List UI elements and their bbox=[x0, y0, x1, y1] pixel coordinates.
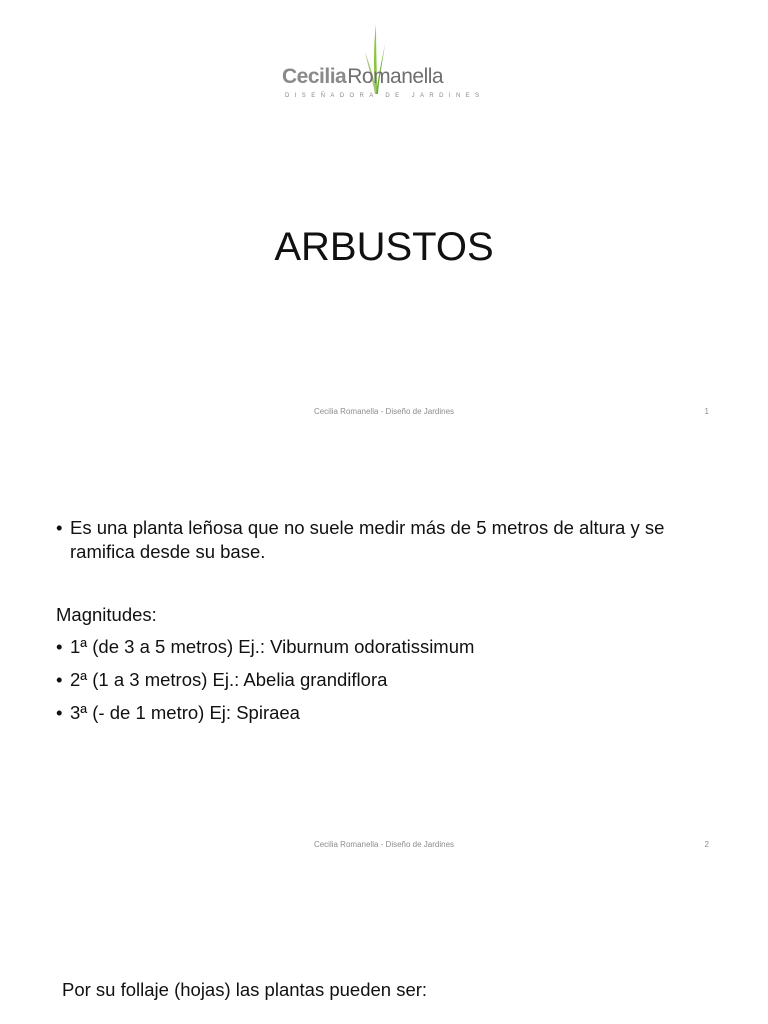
brand-tagline: DISEÑADORA DE JARDINES bbox=[285, 93, 485, 99]
foliage-intro-text: Por su follaje (hojas) las plantas pueden ser: bbox=[62, 979, 428, 1000]
brand-logo bbox=[282, 22, 488, 104]
slide-3 bbox=[0, 864, 768, 1024]
magnitudes-heading: Magnitudes: bbox=[56, 604, 157, 625]
slide-footer: Cecilia Romanella - Diseño de Jardines bbox=[313, 407, 455, 416]
slide-title: ARBUSTOS bbox=[274, 225, 494, 269]
slide-1 bbox=[0, 0, 768, 432]
list-item: • 3ª (- de 1 metro) Ej: Spiraea bbox=[56, 701, 716, 725]
slide-2 bbox=[0, 432, 768, 864]
brand-last-name: Romanella bbox=[347, 65, 444, 88]
slide-number: 2 bbox=[704, 840, 709, 849]
slide-number: 1 bbox=[704, 407, 709, 416]
slide-footer: Cecilia Romanella - Diseño de Jardines bbox=[313, 840, 455, 849]
brand-first-name: Cecilia bbox=[282, 65, 347, 88]
magnitudes-list bbox=[56, 635, 716, 734]
list-item: • 2ª (1 a 3 metros) Ej.: Abelia grandiflora bbox=[56, 668, 716, 692]
definition-bullet: • Es una planta leñosa que no suele medir más de 5 metros de altura y se ramifica desde su base. bbox=[56, 516, 716, 564]
brand-name bbox=[282, 65, 443, 89]
list-item: • 1ª (de 3 a 5 metros) Ej.: Viburnum odoratissimum bbox=[56, 635, 716, 659]
definition-block bbox=[56, 516, 716, 564]
